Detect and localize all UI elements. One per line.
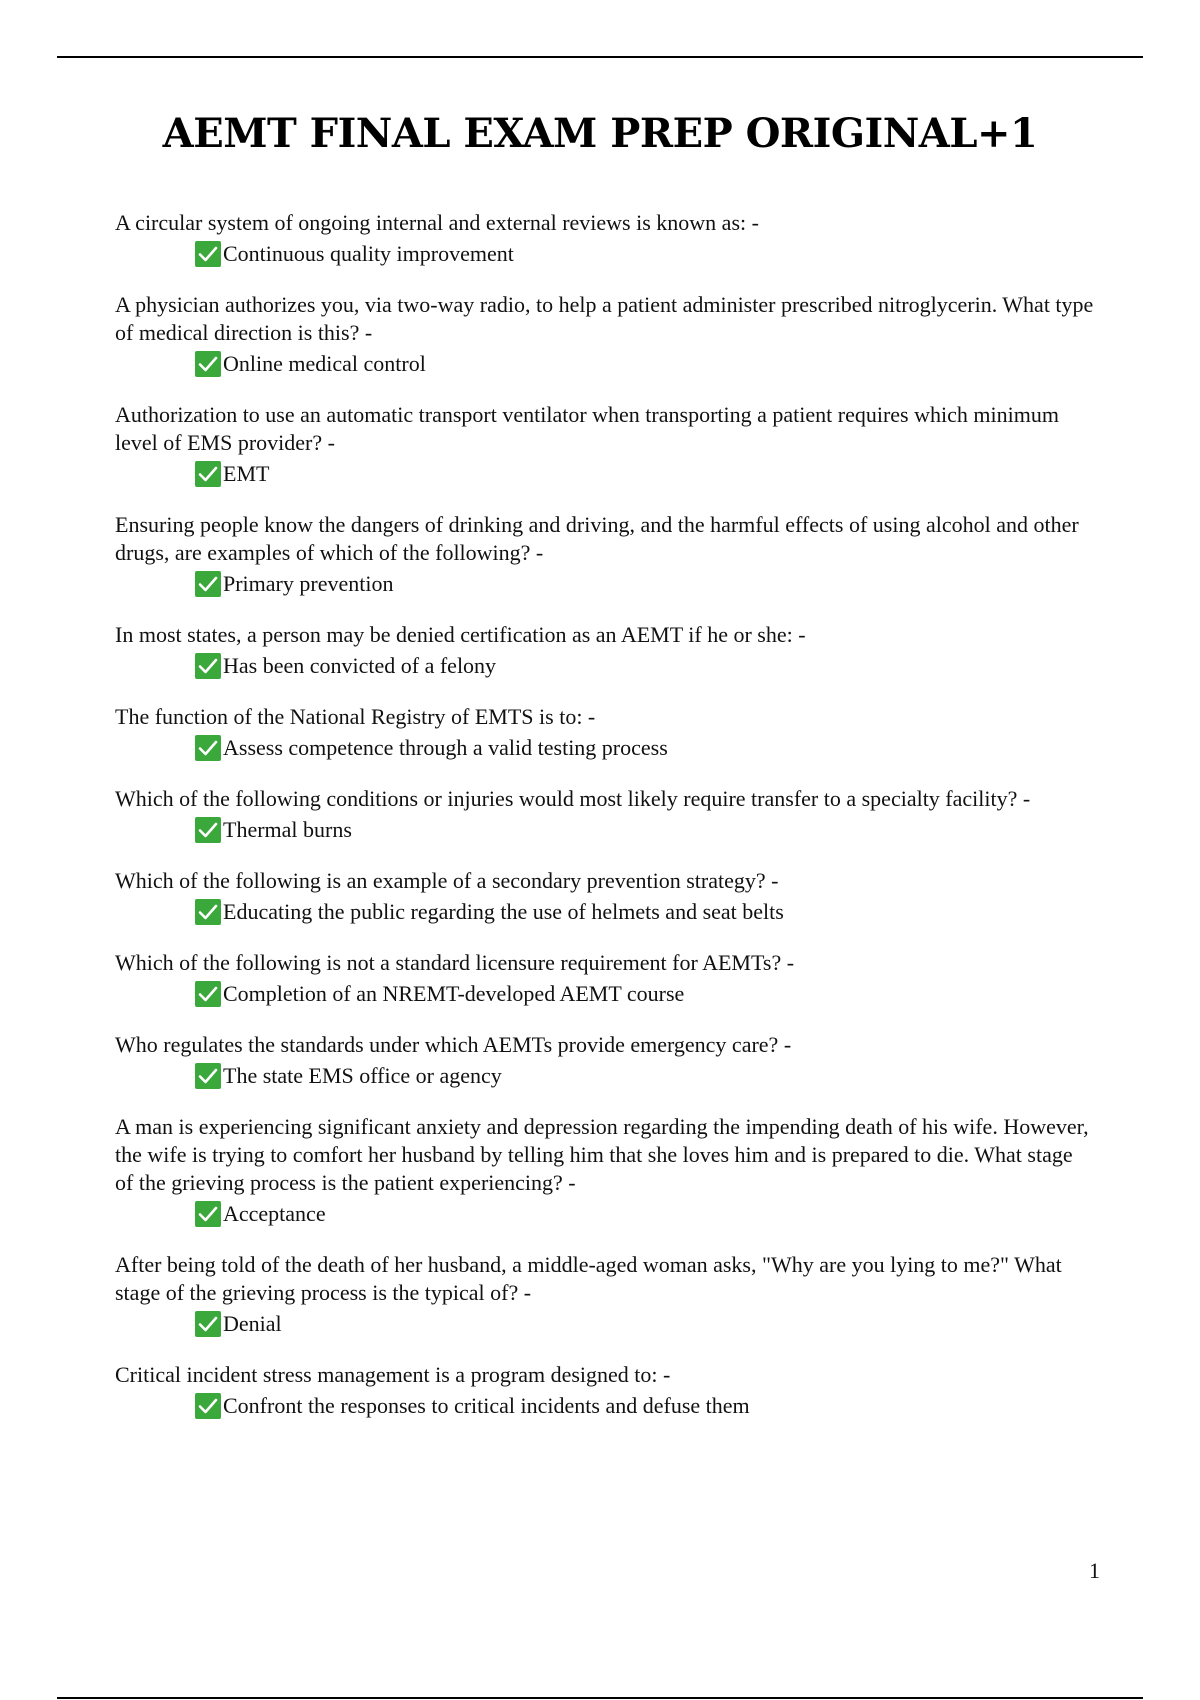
check-box-icon — [195, 1311, 221, 1337]
answer-text: EMT — [223, 461, 270, 486]
answer-text: The state EMS office or agency — [223, 1063, 502, 1088]
qa-item-1 — [115, 209, 1095, 268]
question-text: Who regulates the standards under which AEMTs provide emergency care? - — [115, 1032, 792, 1057]
answer-row — [195, 570, 1095, 598]
answer-text: Denial — [223, 1311, 282, 1336]
question-text: A circular system of ongoing internal and external reviews is known as: - — [115, 210, 759, 235]
check-box-icon — [195, 1201, 221, 1227]
answer-row — [195, 816, 1095, 844]
check-box-icon — [195, 735, 221, 761]
answer-text: Has been convicted of a felony — [223, 653, 497, 678]
answer-row — [195, 1392, 1095, 1420]
answer-row — [195, 350, 1095, 378]
page-number: 1 — [1089, 1558, 1100, 1583]
qa-item-6 — [115, 703, 1095, 762]
qa-item-2 — [115, 291, 1095, 378]
answer-text: Online medical control — [223, 351, 426, 376]
question-text: Which of the following conditions or injuries would most likely require transfer to a specialty facility? - — [115, 786, 1031, 811]
check-box-icon — [195, 461, 221, 487]
qa-item-3 — [115, 401, 1095, 488]
qa-item-9 — [115, 949, 1095, 1008]
qa-item-10 — [115, 1031, 1095, 1090]
question-text: The function of the National Registry of EMTS is to: - — [115, 704, 596, 729]
question-text: After being told of the death of her husband, a middle-aged woman asks, "Why are you lying to me?" What stage of the grieving process is the typical of? - — [115, 1252, 1062, 1305]
bottom-rule — [57, 1697, 1143, 1699]
qa-item-4 — [115, 511, 1095, 598]
qa-item-7 — [115, 785, 1095, 844]
check-box-icon — [195, 899, 221, 925]
qa-item-8 — [115, 867, 1095, 926]
question-answer-list — [115, 209, 1095, 1443]
qa-item-12 — [115, 1251, 1095, 1338]
answer-text: Educating the public regarding the use of helmets and seat belts — [223, 899, 784, 924]
check-box-icon — [195, 653, 221, 679]
answer-row — [195, 240, 1095, 268]
question-text: Which of the following is an example of a secondary prevention strategy? - — [115, 868, 779, 893]
answer-text: Thermal burns — [223, 817, 352, 842]
answer-text: Acceptance — [223, 1201, 326, 1226]
qa-item-11 — [115, 1113, 1095, 1228]
check-box-icon — [195, 241, 221, 267]
question-text: Authorization to use an automatic transport ventilator when transporting a patient requires which minimum level of EMS provider? - — [115, 402, 1059, 455]
answer-row — [195, 734, 1095, 762]
document-title: AEMT FINAL EXAM PREP ORIGINAL+1 — [162, 110, 1038, 157]
answer-row — [195, 1310, 1095, 1338]
answer-row — [195, 652, 1095, 680]
answer-row — [195, 980, 1095, 1008]
qa-item-13 — [115, 1361, 1095, 1420]
check-box-icon — [195, 817, 221, 843]
check-box-icon — [195, 571, 221, 597]
qa-item-5 — [115, 621, 1095, 680]
check-box-icon — [195, 981, 221, 1007]
question-text: Critical incident stress management is a program designed to: - — [115, 1362, 671, 1387]
answer-row — [195, 898, 1095, 926]
question-text: A man is experiencing significant anxiety and depression regarding the impending death of his wife. However, the wife is trying to comfort her husband by telling him that she loves him and is prepared to die. What stage of the grieving process is the patient experiencing? - — [115, 1114, 1089, 1195]
answer-text: Continuous quality improvement — [223, 241, 514, 266]
answer-row — [195, 1062, 1095, 1090]
answer-text: Confront the responses to critical incidents and defuse them — [223, 1393, 750, 1418]
question-text: Which of the following is not a standard licensure requirement for AEMTs? - — [115, 950, 795, 975]
check-box-icon — [195, 351, 221, 377]
question-text: Ensuring people know the dangers of drinking and driving, and the harmful effects of using alcohol and other drugs, are examples of which of the following? - — [115, 512, 1079, 565]
answer-row — [195, 460, 1095, 488]
answer-text: Completion of an NREMT-developed AEMT course — [223, 981, 685, 1006]
top-rule — [57, 56, 1143, 58]
answer-text: Assess competence through a valid testing process — [223, 735, 668, 760]
answer-text: Primary prevention — [223, 571, 394, 596]
question-text: A physician authorizes you, via two-way radio, to help a patient administer prescribed nitroglycerin. What type of medical direction is this? - — [115, 292, 1094, 345]
check-box-icon — [195, 1393, 221, 1419]
question-text: In most states, a person may be denied certification as an AEMT if he or she: - — [115, 622, 806, 647]
check-box-icon — [195, 1063, 221, 1089]
answer-row — [195, 1200, 1095, 1228]
